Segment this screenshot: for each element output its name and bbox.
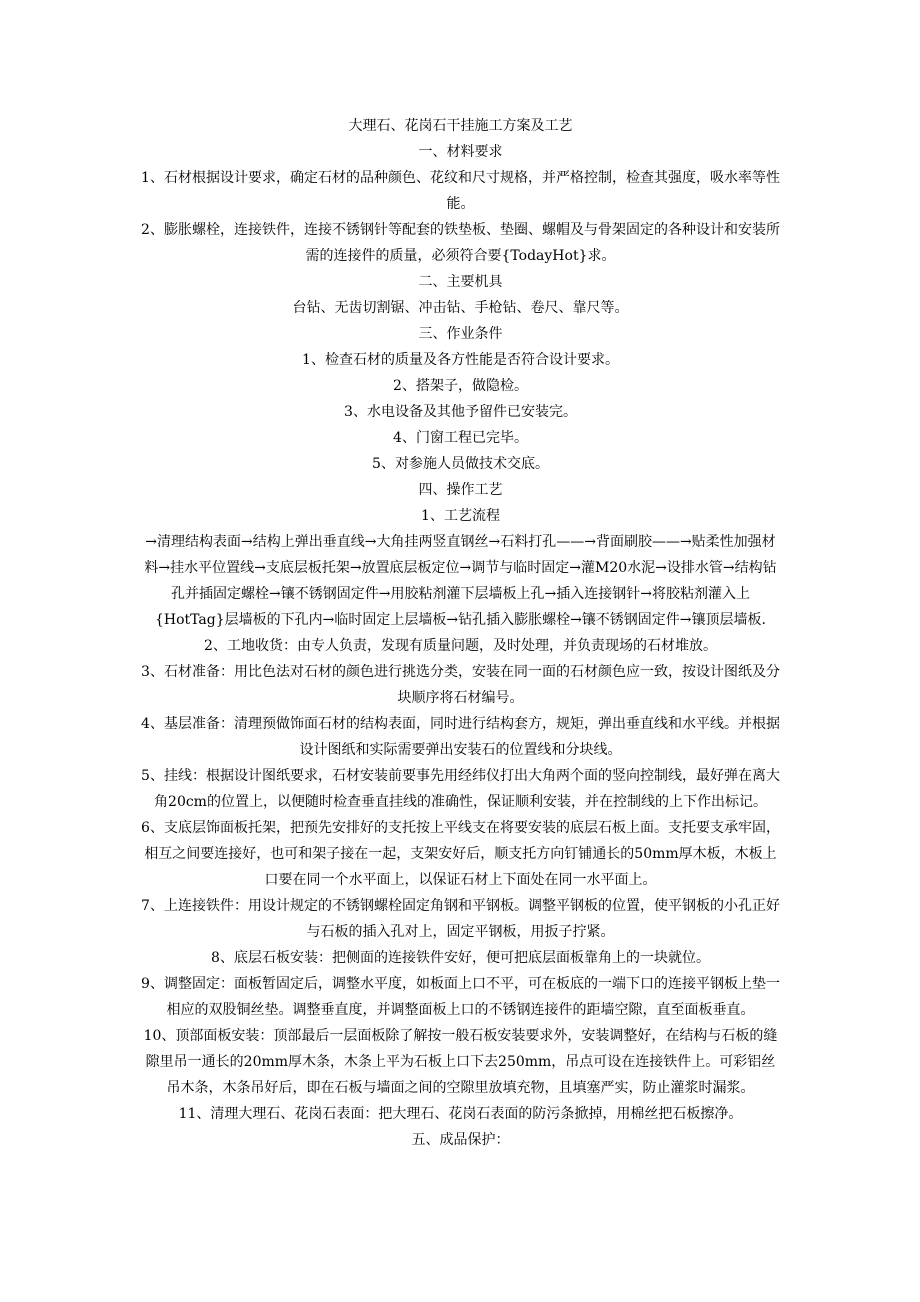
paragraph: 7、上连接铁件：用设计规定的不锈钢螺栓固定角钢和平钢板。调整平钢板的位置，使平钢板的小孔正好与石板的插入孔对上，固定平钢板，用扳子拧紧。 [141,898,780,940]
paragraph: 9、调整固定：面板暂固定后，调整水平度，如板面上口不平，可在板底的一端下口的连接平钢板上垫一相应的双股铜丝垫。调整垂直度，并调整面板上口的不锈钢连接件的距墙空隙，直至面板垂直。 [141,976,780,1018]
paragraph: 四、操作工艺 [418,482,503,498]
paragraph: 1、石材根据设计要求，确定石材的品种颜色、花纹和尺寸规格，并严格控制，检查其强度，吸水率等性能。 [141,170,780,212]
paragraph: 三、作业条件 [418,326,503,342]
paragraph: 一、材料要求 [418,144,503,160]
document-body [140,139,781,1153]
paragraph: 4、门窗工程已完毕。 [393,430,528,446]
paragraph: 4、基层准备：清理预做饰面石材的结构表面，同时进行结构套方，规矩，弹出垂直线和水平线。并根据设计图纸和实际需要弹出安装石的位置线和分块线。 [141,716,780,758]
document-title: 大理石、花岗石干挂施工方案及工艺 [348,118,573,134]
paragraph: 5、挂线：根据设计图纸要求，石材安装前要事先用经纬仪打出大角两个面的竖向控制线，最好弹在离大角20cm的位置上，以便随时检查垂直挂线的准确性，保证顺利安装，并在控制线的上下作出标记。 [141,768,780,810]
document-page [140,113,781,1153]
paragraph: 6、支底层饰面板托架，把预先安排好的支托按上平线支在将要安装的底层石板上面。支托要支承牢固，相互之间要连接好，也可和架子接在一起，支架安好后，顺支托方向钉铺通长的50mm厚木板，木板上口要在同一个水平面上，以保证石材上下面处在同一水平面上。 [141,820,780,888]
paragraph: 8、底层石板安装：把侧面的连接铁件安好，便可把底层面板靠角上的一块就位。 [211,950,710,966]
paragraph: 二、主要机具 [418,274,503,290]
paragraph: 5、对参施人员做技术交底。 [372,456,549,472]
paragraph: 3、石材准备：用比色法对石材的颜色进行挑选分类，安装在同一面的石材颜色应一致，按设计图纸及分块顺序将石材编号。 [141,664,780,706]
paragraph: 10、顶部面板安装：顶部最后一层面板除了解按一般石板安装要求外，安装调整好，在结构与石板的缝隙里吊一通长的20mm厚木条，木条上平为石板上口下去250mm，吊点可设在连接铁件上。可彩铝丝吊木条，木条吊好后，即在石板与墙面之间的空隙里放填充物，且填塞严实，防止灌浆时漏浆。 [143,1028,778,1096]
paragraph: 1、工艺流程 [421,508,500,524]
paragraph: →清理结构表面→结构上弹出垂直线→大角挂两竖直钢丝→石料打孔——→背面刷胶——→贴柔性加强材料→挂水平位置线→支底层板托架→放置底层板定位→调节与临时固定→灌M20水泥→设排水管→结构钻孔并插固定螺栓→镶不锈钢固定件→用胶粘剂灌下层墙板上孔→插入连接钢针→将胶粘剂灌入上{HotTag}层墙板的下孔内→临时固定上层墙板→钻孔插入膨胀螺栓→镶不锈钢固定件→镶顶层墙板. [144,534,777,628]
paragraph: 2、膨胀螺栓，连接铁件，连接不锈钢针等配套的铁垫板、垫圈、螺帽及与骨架固定的各种设计和安装所需的连接件的质量，必须符合要{TodayHot}求。 [141,222,780,264]
paragraph: 11、清理大理石、花岗石表面：把大理石、花岗石表面的防污条掀掉，用棉丝把石板擦净。 [178,1106,743,1122]
paragraph: 五、成品保护： [411,1132,510,1148]
paragraph: 台钻、无齿切割锯、冲击钻、手枪钻、卷尺、靠尺等。 [292,300,629,316]
paragraph: 2、工地收货：由专人负责，发现有质量问题，及时处理，并负责现场的石材堆放。 [204,638,717,654]
paragraph: 1、检查石材的质量及各方性能是否符合设计要求。 [302,352,619,368]
paragraph: 3、水电设备及其他予留件已安装完。 [344,404,577,420]
paragraph: 2、搭架子，做隐检。 [393,378,528,394]
